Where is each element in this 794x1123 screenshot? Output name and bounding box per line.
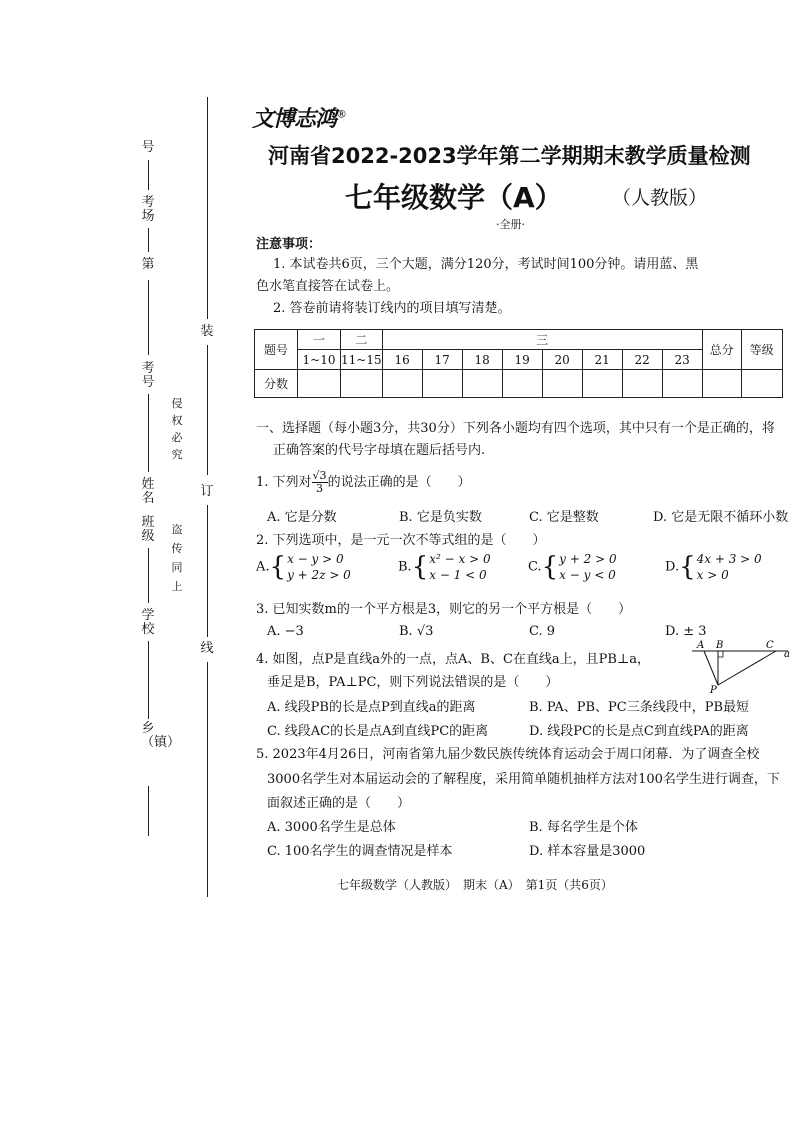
score-col: 16 <box>382 350 422 370</box>
binding-line <box>148 280 149 355</box>
score-cell[interactable] <box>741 370 782 398</box>
score-table <box>254 329 783 398</box>
binding-line <box>148 228 149 252</box>
question-4: 4. 如图，点P是直线a外的一点，点A、B、C在直线a上，且PB⊥a， <box>256 652 650 667</box>
binding-label-di: 第 <box>141 257 155 272</box>
q2-option-c: C.{ y + 2 > 0 x − y < 0 <box>528 552 617 582</box>
score-cell[interactable] <box>502 370 542 398</box>
score-col: 18 <box>462 350 502 370</box>
copyright-note: 侵权必究 <box>171 397 183 461</box>
fig-label-b-point: B <box>716 640 724 651</box>
q4-option-c: C. 线段AC的长是点A到直线PC的距离 <box>267 724 489 739</box>
fig-label-line-a: a <box>784 649 790 660</box>
q1-option-d: D. 它是无限不循环小数 <box>653 510 789 525</box>
section1-intro: 一、选择题（每小题3分，共30分）下列各小题均有四个选项，其中只有一个是正确的，将 <box>256 421 775 436</box>
score-col: 20 <box>542 350 582 370</box>
edition-label: （人教版） <box>612 187 708 209</box>
score-cell[interactable] <box>702 370 741 398</box>
binding-line <box>148 160 149 190</box>
binding-label-number: 号 <box>141 140 155 155</box>
score-col: 19 <box>502 350 542 370</box>
q1-fraction: $\frac{√3}{3}$ <box>312 469 327 495</box>
binding-label-class: 班级 <box>141 515 155 544</box>
question-5-cont: 3000名学生对本届运动会的了解程度，采用简单随机抽样方法对100名学生进行调查，下 <box>267 772 780 787</box>
q1-post: 的说法正确的是（ ） <box>327 475 471 490</box>
q4-option-d: D. 线段PC的长是点C到直线PA的距离 <box>529 724 749 739</box>
score-header-two: 二 <box>341 330 383 350</box>
score-range-2: 11~15 <box>341 350 383 370</box>
binding-line <box>148 786 149 836</box>
question-2: 2. 下列选项中，是一元一次不等式组的是（ ） <box>256 533 546 548</box>
score-col: 21 <box>582 350 622 370</box>
q5-option-c: C. 100名学生的调查情况是样本 <box>267 844 453 859</box>
q3-option-c: C. 9 <box>529 624 556 639</box>
score-header-grade: 等级 <box>741 330 782 370</box>
fig-label-c-point: C <box>766 640 774 651</box>
brand-logo: 文博志鸿® <box>252 107 347 132</box>
binding-line <box>148 641 149 719</box>
q1-option-c: C. 它是整数 <box>529 510 599 525</box>
score-cell[interactable] <box>382 370 422 398</box>
binding-line <box>148 548 149 603</box>
cut-line <box>207 97 208 319</box>
cut-label-ding: 订 <box>200 484 214 499</box>
q3-option-b: B. √3 <box>399 624 434 639</box>
fig-label-a-point: A <box>697 640 705 651</box>
binding-label-town: 乡（镇） <box>141 721 181 750</box>
score-col: 22 <box>622 350 662 370</box>
q5-option-b: B. 每名学生是个体 <box>529 820 638 835</box>
score-cell[interactable] <box>582 370 622 398</box>
score-row-label: 分数 <box>255 370 298 398</box>
q4-option-a: A. 线段PB的长是点P到直线a的距离 <box>267 700 476 715</box>
fig-label-p-point: P <box>710 685 717 695</box>
q2-option-d: D.{ 4x + 3 > 0 x > 0 <box>665 552 762 582</box>
score-col: 23 <box>662 350 702 370</box>
note-1-cont: 色水笔直接答在试卷上。 <box>256 279 400 294</box>
q5-option-d: D. 样本容量是3000 <box>529 844 646 859</box>
binding-line <box>148 394 149 472</box>
q3-option-a: A. −3 <box>267 624 304 639</box>
subject-title: 七年级数学（A） <box>345 181 563 214</box>
question-5: 5. 2023年4月26日，河南省第九届少数民族传统体育运动会于周口闭幕．为了调查全校 <box>256 747 760 762</box>
score-header-three: 三 <box>382 330 702 350</box>
q5-option-a: A. 3000名学生是总体 <box>267 820 396 835</box>
score-range-1: 1~10 <box>298 350 341 370</box>
question-3: 3. 已知实数m的一个平方根是3，则它的另一个平方根是（ ） <box>256 602 632 617</box>
binding-label-exam-no: 考号 <box>141 361 155 390</box>
copyright-note-2: 盗传同上 <box>171 523 183 593</box>
score-header-one: 一 <box>298 330 341 350</box>
note-1: 1. 本试卷共6页，三个大题，满分120分，考试时间100分钟。请用蓝、黑 <box>273 257 699 272</box>
q2-option-b: B.{ x² − x > 0 x − 1 < 0 <box>398 552 491 582</box>
question-5-cont-2: 面叙述正确的是（ ） <box>267 796 411 811</box>
binding-label-room: 考场 <box>141 195 155 224</box>
score-cell[interactable] <box>662 370 702 398</box>
q1-option-a: A. 它是分数 <box>267 510 337 525</box>
question-4-cont: 垂足是B，PA⊥PC，则下列说法错误的是（ ） <box>267 675 559 690</box>
cut-line <box>207 345 208 475</box>
score-cell[interactable] <box>542 370 582 398</box>
score-header-total: 总分 <box>702 330 741 370</box>
q1-pre: 1. 下列对 <box>256 475 312 490</box>
section1-intro-2: 正确答案的代号字母填在题后括号内. <box>273 443 486 458</box>
binding-label-name: 姓名 <box>141 477 155 506</box>
cut-label-zhuang: 装 <box>200 324 214 339</box>
score-header-tihao: 题号 <box>255 330 298 370</box>
score-cell[interactable] <box>622 370 662 398</box>
note-2: 2. 答卷前请将装订线内的项目填写清楚。 <box>273 301 511 316</box>
binding-label-school: 学校 <box>141 608 155 637</box>
score-cell[interactable] <box>298 370 341 398</box>
cut-line <box>207 662 208 897</box>
cut-label-xian: 线 <box>200 641 214 656</box>
score-cell[interactable] <box>341 370 383 398</box>
q2-option-a: A.{ x − y > 0 y + 2z > 0 <box>256 552 351 582</box>
scope-label: ·全册· <box>496 218 525 231</box>
cut-line <box>207 505 208 637</box>
q4-option-b: B. PA、PB、PC三条线段中，PB最短 <box>529 700 750 715</box>
q4-figure <box>688 637 792 695</box>
question-1 <box>256 470 471 495</box>
score-col: 17 <box>422 350 462 370</box>
score-cell[interactable] <box>422 370 462 398</box>
q3-option-d: D. ± 3 <box>665 624 707 639</box>
page-footer: 七年级数学（人教版） 期末（A） 第1页（共6页） <box>337 878 613 892</box>
q1-option-b: B. 它是负实数 <box>399 510 482 525</box>
exam-title: 河南省2022-2023学年第二学期期末教学质量检测 <box>268 144 751 168</box>
score-cell[interactable] <box>462 370 502 398</box>
notes-heading: 注意事项： <box>256 237 322 252</box>
